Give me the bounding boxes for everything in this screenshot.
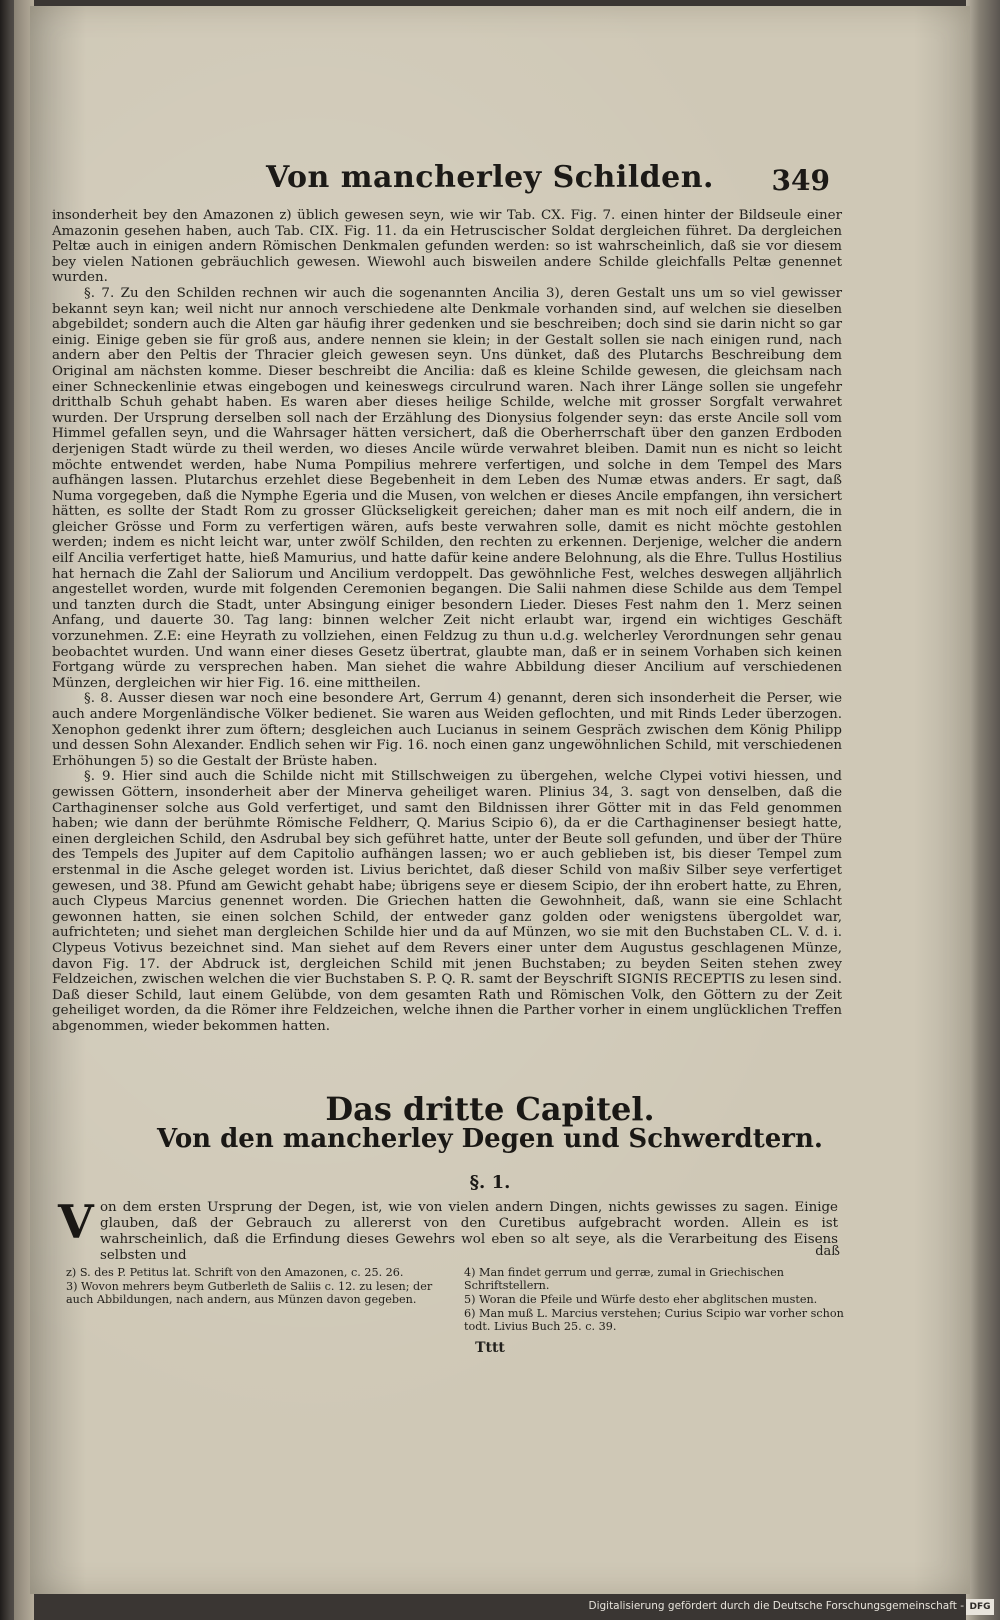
page-number: 349 — [771, 164, 830, 197]
footnote: 6) Man muß L. Marcius verstehen; Curius Scipio war vorher schon todt. Livius Buch 25. c. 39. — [464, 1307, 844, 1333]
drop-cap-initial: V — [58, 1195, 94, 1249]
footnotes-right-column — [464, 1266, 844, 1334]
dfg-logo: DFG — [966, 1599, 994, 1615]
chapter-opening-text — [100, 1200, 838, 1264]
footnote: 4) Man findet gerrum und gerræ, zumal in Griechischen Schriftstellern. — [464, 1266, 784, 1292]
chapter-subtitle: Von den mancherley Degen und Schwerdtern. — [157, 1124, 823, 1154]
footnote: z) S. des P. Petitus lat. Schrift von den Amazonen, c. 25. 26. — [66, 1266, 404, 1279]
paragraph-section-7: §. 7. Zu den Schilden rechnen wir auch die sogenannten Ancilia 3), deren Gestalt uns um so viel gewisser bekannt seyn kan; weil nicht nur annoch verschiedene alte Denkmale vorhanden sind, auf welchen sie dieselben abgebildet; sondern auch die Alten gar häufig ihrer gedenken und sie beschreiben; doch sind sie darin nicht so gar einig. Einige geben sie für groß aus, andere nennen sie klein; in der Gestalt sollen sie nach einigen rund, nach andern aber den Peltis der Thracier gleich gewesen seyn. Uns dünket, daß des Plutarchs Beschreibung dem Original am nächsten komme. Dieser beschreibt die Ancilia: daß es kleine Schilde gewesen, die gleichsam nach einer Schneckenlinie etwas eingebogen und keineswegs circulrund waren. Nach ihrer Länge sollen sie ungefehr dritthalb Schuh gehabt haben. Es waren aber dieses heilige Schilde, welche mit grosser Sorgfalt verwahret wurden. Der Ursprung derselben soll nach der Erzählung des Dionysius folgender seyn: das erste Ancile soll vom Himmel gefallen seyn, und die Wahrsager hätten versichert, daß die Oberherrschaft über den ganzen Erdboden derjenigen Stadt würde zu theil werden, wo dieses Ancile würde verwahret bleiben. Damit nun es nicht so leicht möchte entwendet werden, habe Numa Pompilius mehrere verfertigen, und solche in dem Tempel des Mars aufhängen lassen. Plutarchus erzehlet diese Begebenheit in dem Leben des Numæ etwas anders. Er sagt, daß Numa vorgegeben, daß die Nymphe Egeria und die Musen, von welchen er dieses Ancile empfangen, ihn versichert hätten, es sollte der Stadt Rom zu grosser Glückseligkeit gereichen; daher man es mit noch eilf andern, die in gleicher Grösse und Form zu verfertigen wären, aufs beste verwahren solle, damit es nicht möchte gestohlen werden; indem es nicht leicht war, unter zwölf Schilden, den rechten zu erkennen. Derjenige, welcher die andern eilf Ancilia verfertiget hatte, hieß Mamurius, und hatte dafür keine andere Belohnung, als die Ehre. Tullus Hostilius hat hernach die Zahl der Saliorum und Ancilium verdoppelt. Das gewöhnliche Fest, welches deswegen alljährlich angestellet worden, wurde mit folgenden Ceremonien begangen. Die Salii nahmen diese Schilde aus dem Tempel und tanzten durch die Stadt, unter Absingung einiger besondern Lieder. Dieses Fest nahm den 1. Merz seinen Anfang, und dauerte 30. Tag lang: binnen welcher Zeit nicht erlaubt war, irgend ein wichtiges Geschäft vorzunehmen. Z.E: eine Heyrath zu vollziehen, einen Feldzug zu thun u.d.g. welcherley Verordnungen sehr genau beobachtet wurden. Und wann einer dieses Gesetz übertrat, glaubte man, daß er in seinem Vorhaben sich keinen Fortgang würde zu versprechen haben. Man siehet die wahre Abbildung dieser Ancilium auf verschiedenen Münzen, dergleichen wir hier Fig. 16. eine mittheilen. — [52, 285, 842, 691]
digitization-credit: Digitalisierung gefördert durch die Deutsche Forschungsgemeinschaft - — [588, 1600, 964, 1612]
catchword: daß — [815, 1244, 840, 1259]
paragraph-section-8: §. 8. Ausser diesen war noch eine besondere Art, Gerrum 4) genannt, deren sich insonderheit die Perser, wie auch andere Morgenländische Völker bedienet. Sie waren aus Weiden geflochten, und mit Rinds Leder überzogen. Xenophon gedenkt ihrer zum öftern; desgleichen auch Lucianus in seinem Gespräch zwischen dem König Philipp und dessen Sohn Alexander. Endlich sehen wir Fig. 16. noch einen ganz ungewöhnlichen Schild, mit verschiedenen Erhöhungen 5) so die Gestalt der Brüste haben. — [52, 691, 842, 769]
chapter-title: Das dritte Capitel. — [325, 1090, 655, 1128]
running-header: Von mancherley Schilden. — [266, 160, 714, 195]
main-text — [52, 208, 842, 1034]
chapter-paragraph: on dem ersten Ursprung der Degen, ist, wie von vielen andern Dingen, nichts gewisses zu sagen. Einige glauben, daß der Gebrauch zu allererst von den Curetibus aufgebracht worden. Allein es ist wahrscheinlich, daß die Erfindung dieses Gewehrs wol eben so alt seye, als die Verarbeitung des Eisens selbsten und — [100, 1200, 838, 1263]
signature-mark: Tttt — [475, 1340, 505, 1356]
footnotes-left-column — [66, 1266, 446, 1307]
page-stack-edge — [966, 0, 1000, 1620]
section-heading: §. 1. — [469, 1172, 511, 1193]
paragraph-continuation: insonderheit bey den Amazonen z) üblich gewesen seyn, wie wir Tab. CX. Fig. 7. einen hinter der Bildseule einer Amazonin gesehen haben, auch Tab. CIX. Fig. 11. da ein Hetruscischer Soldat dergleichen führet. Da dergleichen Peltæ auch in einigen andern Römischen Denkmalen gefunden werden: so ist wahrscheinlich, daß sie vor diesem bey vielen Nationen gebräuchlich gewesen. Wiewohl auch bisweilen andere Schilde gleichfalls Peltæ genennet wurden. — [52, 208, 842, 286]
paragraph-section-9: §. 9. Hier sind auch die Schilde nicht mit Stillschweigen zu übergehen, welche Clypei votivi hiessen, und gewissen Göttern, insonderheit aber der Minerva geheiliget waren. Plinius 34, 3. sagt von denselben, daß die Carthaginenser solche aus Gold verfertiget, und samt den Bildnissen ihrer Götter mit in das Feld genommen haben; wie dann der berühmte Römische Feldherr, Q. Marius Scipio 6), da er die Carthaginenser besiegt hatte, einen dergleichen Schild, den Asdrubal bey sich geführet hatte, unter der Beute soll gefunden, und über der Thüre des Tempels des Jupiter auf dem Capitolio aufhängen lassen; wo er auch geblieben ist, bis dieser Tempel zum erstenmal in die Asche geleget worden ist. Livius berichtet, daß dieser Schild von maßiv Silber seye verfertiget gewesen, und 38. Pfund am Gewicht gehabt habe; übrigens seye er diesem Scipio, der ihn erobert hatte, zu Ehren, auch Clypeus Marcius genennet worden. Die Griechen hatten die Gewohnheit, daß, wann sie eine Schlacht gewonnen hatten, sie einen solchen Schild, der entweder ganz golden oder wenigstens übergoldet war, aufrichteten; und siehet man dergleichen Schilde hier und da auf Münzen, wo sie mit den Buchstaben CL. V. d. i. Clypeus Votivus bezeichnet sind. Man siehet auf dem Revers einer unter dem Augustus geschlagenen Münze, davon Fig. 17. der Abdruck ist, dergleichen Schild mit jenen Buchstaben; zu beyden Seiten stehen zwey Feldzeichen, zwischen welchen die vier Buchstaben S. P. Q. R. samt der Beyschrift SIGNIS RECEPTIS zu lesen sind. Daß dieser Schild, laut einem Gelübde, von dem gesamten Rath und Römischen Volk, den Göttern zu der Zeit geheiliget worden, da die Römer ihre Feldzeichen, welche ihnen die Parther vorher in einem unglücklichen Treffen abgenommen, wieder bekommen hatten. — [52, 769, 842, 1034]
footnote: 3) Wovon mehrers beym Gutberleth de Saliis c. 12. zu lesen; der auch Abbildungen, nach andern, aus Münzen davon gegeben. — [66, 1280, 433, 1306]
footnote: 5) Woran die Pfeile und Würfe desto eher abglitschen musten. — [464, 1293, 818, 1306]
footnotes — [66, 1266, 846, 1336]
